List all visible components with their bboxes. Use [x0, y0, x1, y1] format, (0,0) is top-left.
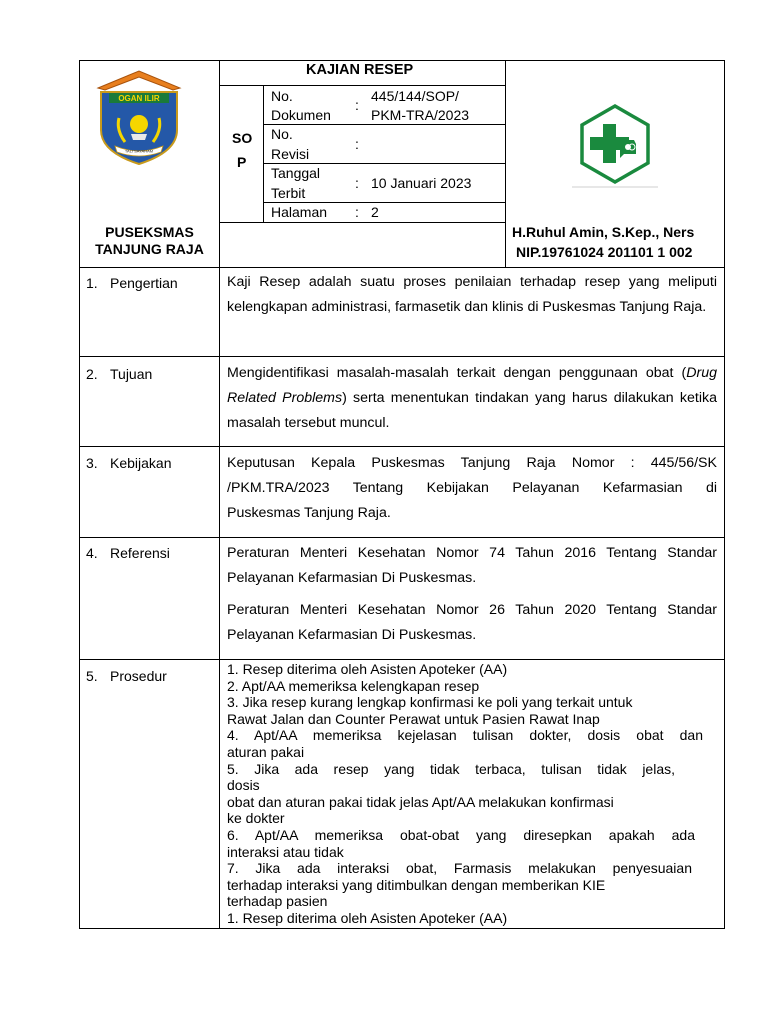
section-label-pengertian: Pengertian — [110, 275, 178, 291]
title-row-line — [219, 85, 506, 86]
section-line-1 — [79, 356, 725, 357]
puskesmas-logo — [570, 100, 660, 192]
section-line-4 — [79, 659, 725, 660]
meta-revision-sep: : — [355, 136, 359, 152]
prosedur-line: 3. Jika resep kurang lengkap konfirmasi ke poli yang terkait untuk — [227, 694, 633, 711]
table-border-right — [724, 60, 725, 929]
section-line-0 — [79, 267, 725, 268]
org-name-line-1: PUSEKSMAS — [105, 224, 194, 240]
signer-name: H.Ruhul Amin, S.Kep., Ners — [512, 224, 695, 240]
prosedur-line: 7. Jika ada interaksi obat, Farmasis melakukan penyesuaian — [227, 860, 692, 877]
section-number-5: 5. — [86, 668, 98, 684]
meta-revision-label-2: Revisi — [271, 146, 310, 162]
prosedur-line: terhadap interaksi yang ditimbulkan dengan memberikan KIE — [227, 876, 606, 893]
document-title: KAJIAN RESEP — [306, 62, 414, 78]
prosedur-line: ke dokter — [227, 810, 285, 827]
org-name-line-2: TANJUNG RAJA — [95, 241, 204, 257]
meta-line-1 — [263, 124, 506, 125]
regency-crest-logo — [95, 68, 183, 166]
section-line-3 — [79, 537, 725, 538]
meta-doc-number-value-2: PKM-TRA/2023 — [371, 107, 470, 123]
meta-doc-number-value-1: 445/144/SOP/ — [371, 88, 459, 104]
kebijakan-line-1: Keputusan Kepala Puskesmas Tanjung Raja Nomor : 445/56/SK — [227, 455, 717, 471]
meta-line-bottom — [219, 222, 506, 223]
section-label-referensi: Referensi — [110, 545, 170, 561]
section-label-prosedur: Prosedur — [110, 668, 167, 684]
prosedur-line: 1. Resep diterima oleh Asisten Apoteker (AA) — [227, 661, 508, 677]
tujuan-text-before: Mengidentifikasi masalah-masalah terkait dengan penggunaan obat ( — [227, 365, 687, 381]
sop-label-line-2: P — [237, 154, 247, 170]
sop-label-line-1: SO — [232, 130, 253, 146]
signer-nip: NIP.19761024 201101 1 002 — [516, 244, 693, 260]
section-text-tujuan — [227, 361, 717, 436]
tujuan-text-italic: Drug Related Problems — [227, 365, 717, 406]
table-col-divider — [219, 60, 220, 929]
prosedur-list — [227, 661, 703, 927]
section-number-3: 3. — [86, 455, 98, 471]
prosedur-line: 4. Apt/AA memeriksa kejelasan tulisan dokter, dosis obat dan — [227, 727, 703, 744]
meta-doc-number-sep: : — [355, 97, 359, 113]
kebijakan-line-3: Puskesmas Tanjung Raja. — [227, 505, 391, 521]
meta-line-2 — [263, 163, 506, 164]
section-number-1: 1. — [86, 275, 98, 291]
meta-line-3 — [263, 202, 506, 203]
meta-page-label: Halaman — [271, 204, 328, 220]
section-number-4: 4. — [86, 545, 98, 561]
table-border-left — [79, 60, 80, 929]
kebijakan-line-2: /PKM.TRA/2023 Tentang Kebijakan Pelayanan Kefarmasian di — [227, 480, 717, 496]
section-text-referensi-2: Peraturan Menteri Kesehatan Nomor 26 Tahun 2020 Tentang Standar Pelayanan Kefarmasian Di Puskesmas. — [227, 602, 717, 643]
prosedur-line: 6. Apt/AA memeriksa obat-obat yang diresepkan apakah ada — [227, 826, 695, 843]
meta-doc-number-label-1: No. — [271, 88, 293, 104]
meta-date-label-2: Terbit — [271, 185, 306, 201]
section-text-pengertian: Kaji Resep adalah suatu proses penilaian terhadap resep yang meliputi kelengkapan administrasi, farmasetik dan klinis di Puskesmas Tanjung Raja. — [227, 274, 717, 315]
section-text-referensi-1: Peraturan Menteri Kesehatan Nomor 74 Tahun 2016 Tentang Standar Pelayanan Kefarmasian Di Puskesmas. — [227, 545, 717, 586]
meta-date-value: 10 Januari 2023 — [371, 175, 472, 191]
svg-text:TALI SAYAHAM: TALI SAYAHAM — [124, 148, 154, 154]
prosedur-line: 1. Resep diterima oleh Asisten Apoteker (AA) — [227, 909, 508, 926]
meta-page-sep: : — [355, 204, 359, 220]
tujuan-text-after: ) serta menentukan tindakan yang harus dilakukan ketika masalah tersebut muncul. — [227, 390, 717, 431]
section-label-tujuan: Tujuan — [110, 366, 153, 382]
meta-revision-label-1: No. — [271, 126, 293, 142]
prosedur-line: dosis — [227, 777, 260, 794]
meta-page-value: 2 — [371, 204, 379, 220]
meta-doc-number-label-2: Dokumen — [271, 107, 331, 123]
table-border-bottom — [79, 928, 725, 929]
table-border-top — [79, 60, 725, 61]
prosedur-line: aturan pakai — [227, 743, 305, 760]
prosedur-line: terhadap pasien — [227, 893, 328, 910]
section-text-kebijakan — [227, 451, 717, 526]
svg-text:OGAN ILIR: OGAN ILIR — [118, 94, 160, 103]
prosedur-line: interaksi atau tidak — [227, 843, 344, 860]
section-number-2: 2. — [86, 366, 98, 382]
prosedur-line: obat dan aturan pakai tidak jelas Apt/AA melakukan konfirmasi — [227, 793, 614, 810]
prosedur-line: Rawat Jalan dan Counter Perawat untuk Pasien Rawat Inap — [227, 710, 600, 727]
section-label-kebijakan: Kebijakan — [110, 455, 172, 471]
section-line-2 — [79, 446, 725, 447]
prosedur-line: 5. Jika ada resep yang tidak terbaca, tulisan tidak jelas, — [227, 760, 675, 777]
prosedur-line: 2. Apt/AA memeriksa kelengkapan resep — [227, 677, 480, 694]
meta-date-sep: : — [355, 175, 359, 191]
meta-date-label-1: Tanggal — [271, 165, 321, 181]
crest-roof-icon — [98, 71, 180, 90]
header-right-divider — [505, 60, 506, 268]
